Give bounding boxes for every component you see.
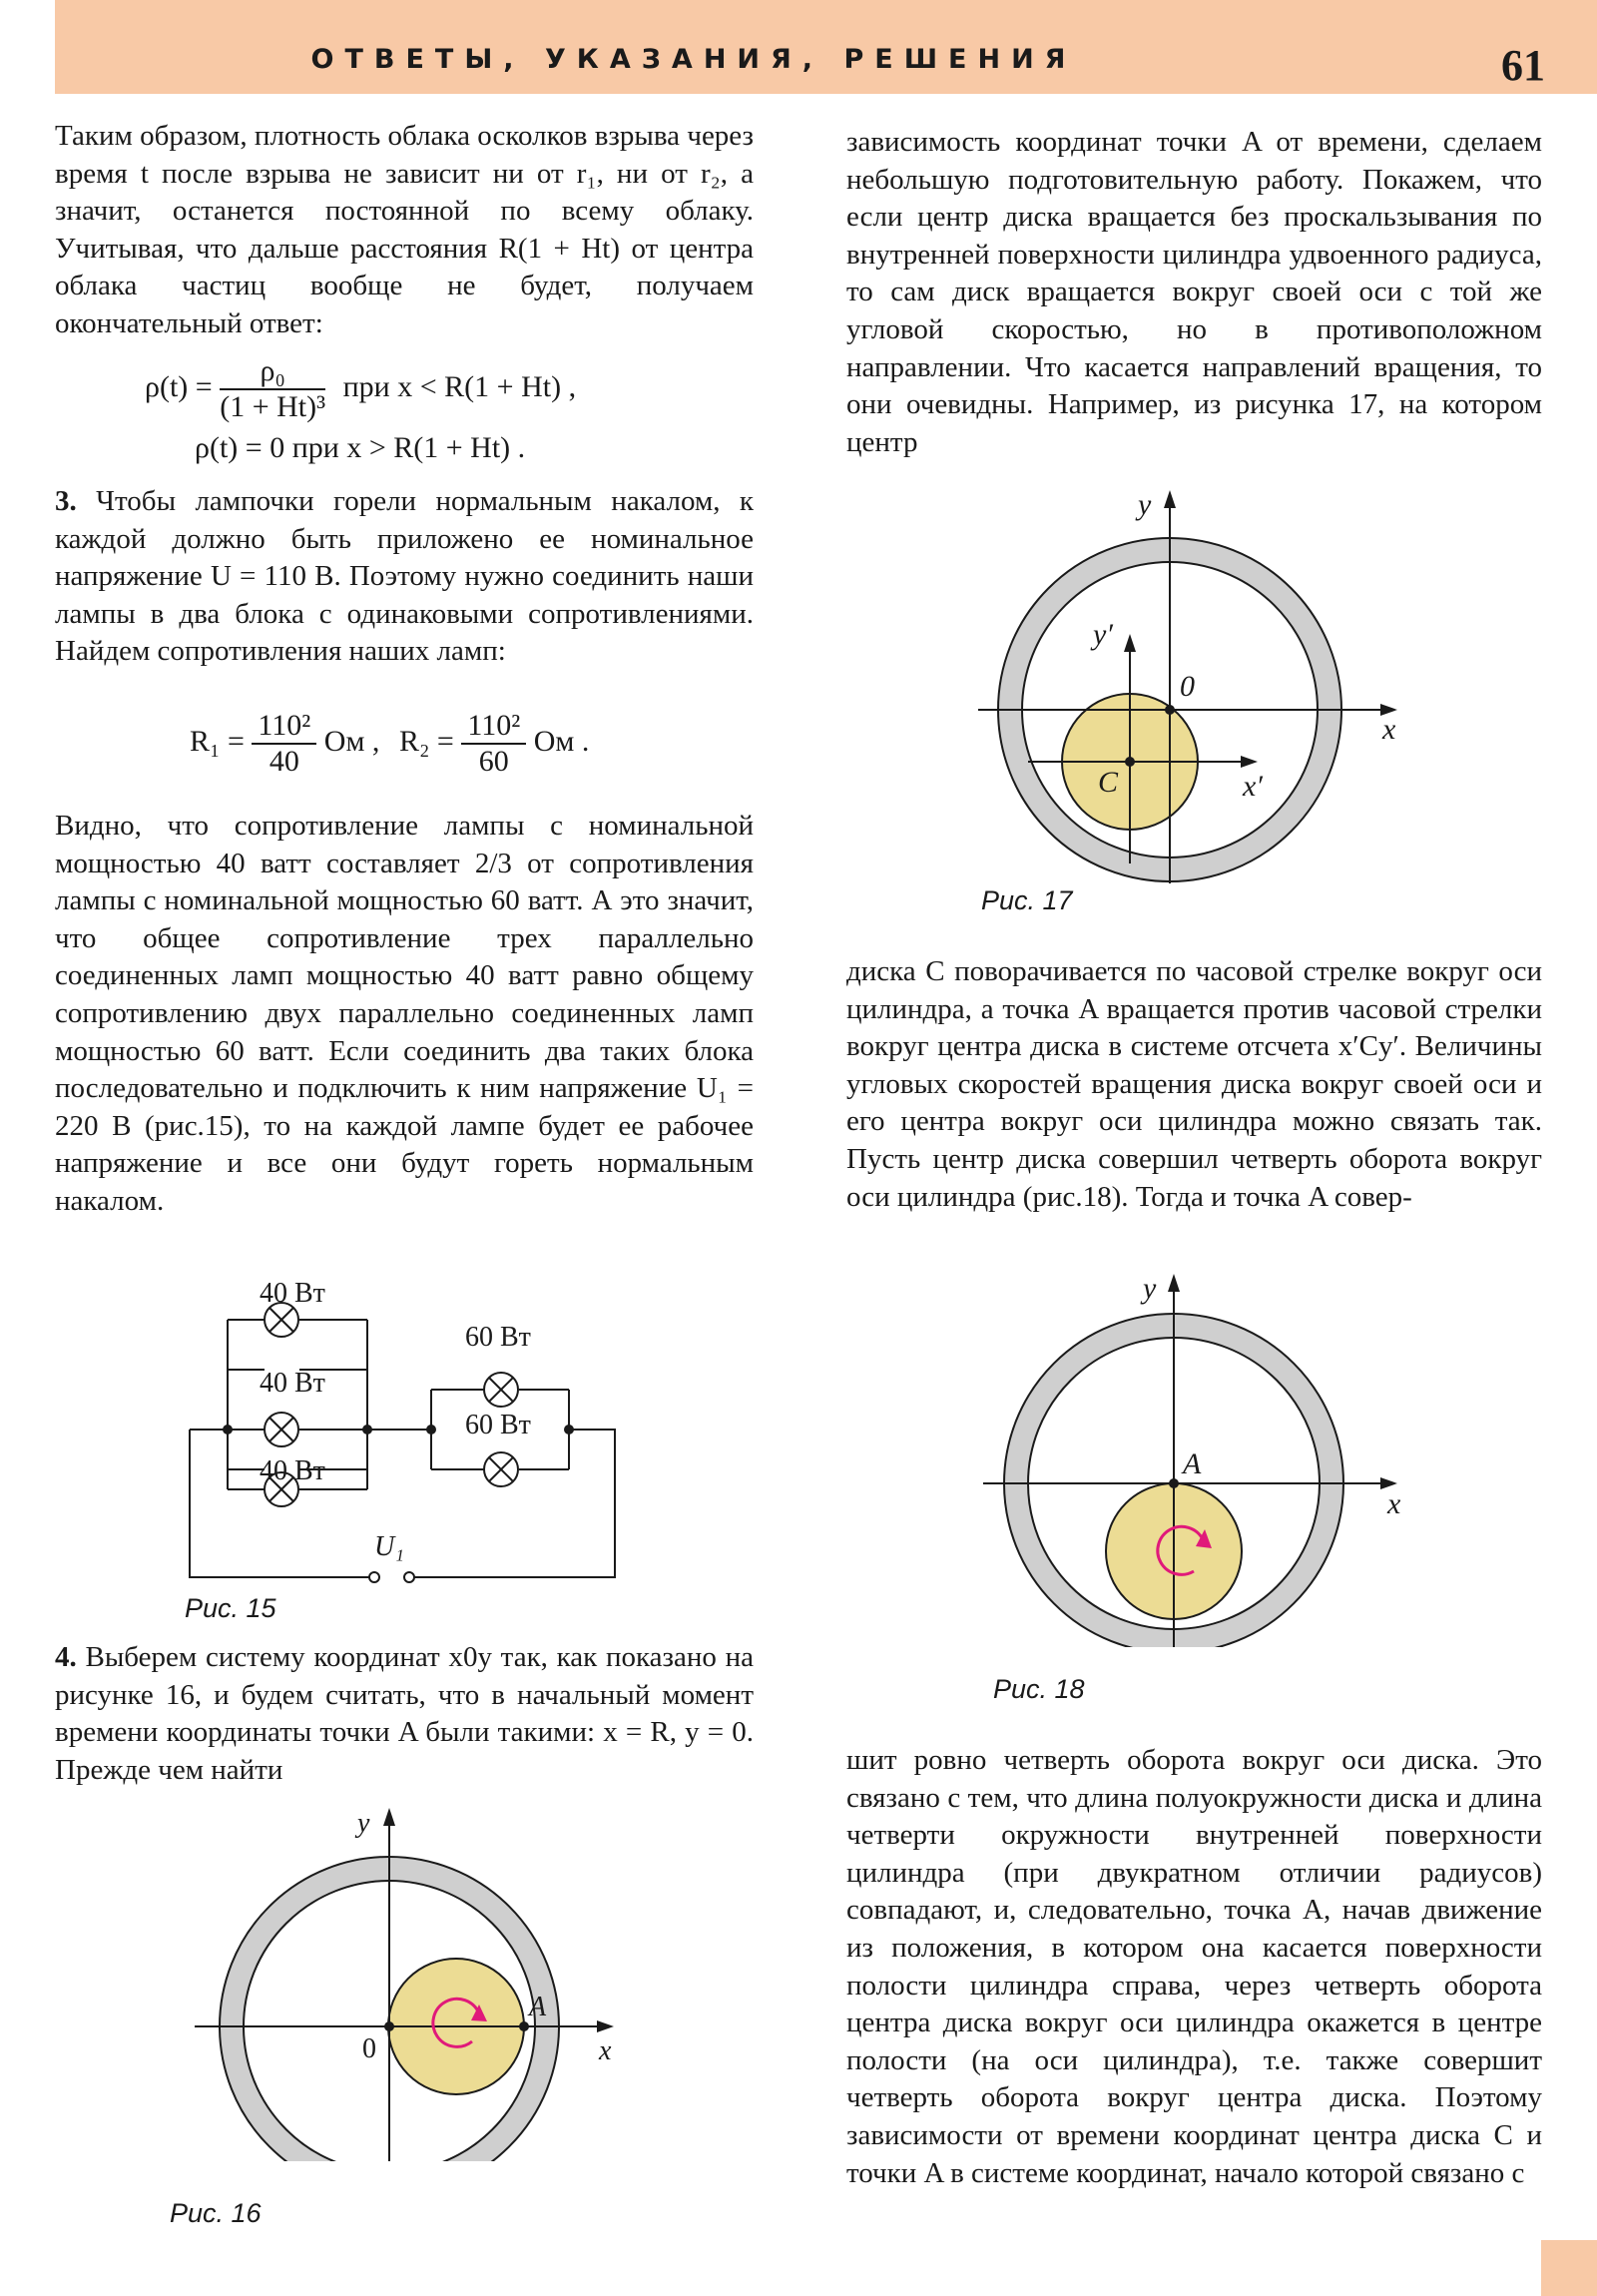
center-c-label: C [1098, 766, 1119, 799]
header-band [55, 0, 1597, 94]
left-paragraph-4: Видно, что сопротивление лампы с номинальной мощностью 40 ватт составляет 2/3 от сопротивления лампы с номинальной мощностью 60 ватт. А это значит, что общее сопротивление трех параллельно соединенных ламп мощностью 40 ватт равно общему сопротивлению двух параллельно соединенных ламп мощностью 60 ватт. Если соединить два таких блока последовательно и подключить к ним напряжение U₁ = 220 В (рис.15), то на каждой лампе будет ее рабочее напряжение и все они будут гореть нормальным накалом. [55, 810, 754, 1217]
axis-x-label: x [1382, 713, 1396, 746]
figure-16 [190, 1802, 639, 2161]
right-paragraph-1: зависимость координат точки A от времени, сделаем небольшую подготовительную работу. Покажем, что если центр диска вращается без проскальзывания по внутренней поверхности цилиндра удвоенного радиуса, то сам диск вращается вокруг своей оси с той же угловой скоростью, но в противоположном направлении. Что касается направлений вращения, то они очевидны. Например, из рисунка 17, на котором центр [846, 126, 1542, 458]
figure-15-circuit [160, 1268, 639, 1597]
equation-density: ρ(t) = $\frac{\text{ρ₀}}{\text{(1 + Ht)³}}$ при x < R(1 + Ht) , [145, 354, 577, 423]
corner-tab [1541, 2240, 1597, 2296]
axis-y-label: y [1143, 1272, 1157, 1305]
left-paragraph-3: 3. Чтобы лампочки горели нормальным накалом, к каждой должно быть приложено ее номинальное напряжение U = 110 В. Поэтому нужно соединить наши лампы в два блока с одинаковыми сопротивлениями. Найдем сопротивления наших ламп: [55, 485, 755, 668]
label-40w-3: 40 Вт [260, 1455, 325, 1486]
left-paragraph-5: 4. Выберем систему координат x0y так, как показано на рисунке 16, и будем считать, что в начальный момент времени координаты точки A были такими: x = R, y = 0. Прежде чем найти [55, 1641, 755, 1786]
equation-density-zero: ρ(t) = 0 при x > R(1 + Ht) . [195, 431, 526, 464]
label-60w-1: 60 Вт [465, 1322, 531, 1353]
figure-17 [968, 484, 1417, 883]
equation-resistances: R₁ = $\frac{\text{110²}}{40}$ Ом , R₂ = $\frac{\text{110²}}{60}$ Ом . [190, 709, 590, 778]
point-a-label: A [529, 1992, 547, 2022]
axis-x-label: x [1387, 1487, 1401, 1520]
origin-label: 0 [1180, 670, 1195, 703]
label-40w-1: 40 Вт [260, 1278, 325, 1309]
right-paragraph-2: диска C поворачивается по часовой стрелке вокруг оси цилиндра, а точка A вращается против часовой стрелки вокруг центра диска в системе отсчета x′Cy′. Величины угловых скоростей вращения диска вокруг своей оси и его центра вокруг оси цилиндра можно связать так. Пусть центр диска совершил четверть оборота вокруг оси цилиндра (рис.18). Тогда и точка A совер- [846, 955, 1542, 1213]
point-a-label: A [1183, 1447, 1202, 1480]
origin-label: 0 [362, 2033, 376, 2064]
page-number: 61 [1501, 41, 1545, 90]
label-40w-2: 40 Вт [260, 1368, 325, 1399]
label-voltage: U₁ [374, 1531, 404, 1562]
axis-y-prime-label: y′ [1093, 618, 1113, 651]
left-paragraph-1: Таким образом, плотность облака осколков взрыва через время t после взрыва не зависит ни от r₁, ни от r₂, а значит, останется постоянной по всему облаку. Учитывая, что дальше расстояния R(1 + Ht) от центра облака частиц вообще не будет, получаем окончательный ответ: [55, 120, 754, 339]
axis-x-prime-label: x′ [1243, 770, 1263, 803]
running-head: ОТВЕТЫ, УКАЗАНИЯ, РЕШЕНИЯ [310, 44, 1077, 75]
figure-18 [968, 1268, 1417, 1647]
axis-y-label: y [1138, 488, 1152, 521]
axis-x-label: x [599, 2035, 612, 2066]
axis-y-label: y [357, 1808, 370, 1839]
caption-fig-15: Рис. 15 [185, 1593, 276, 1623]
right-paragraph-3: шит ровно четверть оборота вокруг оси диска. Это связано с тем, что длина полуокружности диска и длина четверти окружности внутренней поверхности цилиндра (при двукратном отличии радиусов) совпадают, и, следовательно, точка A, начав движение из положения, в котором она касается поверхности полости цилиндра справа, через четверть оборота центра диска вокруг оси цилиндра окажется в центре полости (на оси цилиндра), т.е. также совершит четверть оборота вокруг центра диска. Поэтому зависимости от времени координат центра диска C и точки A в системе координат, начало которой связано с [846, 1744, 1542, 2189]
caption-fig-18: Рис. 18 [993, 1674, 1085, 1704]
density-fraction: $\frac{\text{ρ₀}}{\text{(1 + Ht)³}}$ [220, 354, 326, 423]
label-60w-2: 60 Вт [465, 1410, 531, 1440]
caption-fig-16: Рис. 16 [170, 2198, 262, 2228]
caption-fig-17: Рис. 17 [981, 885, 1073, 915]
